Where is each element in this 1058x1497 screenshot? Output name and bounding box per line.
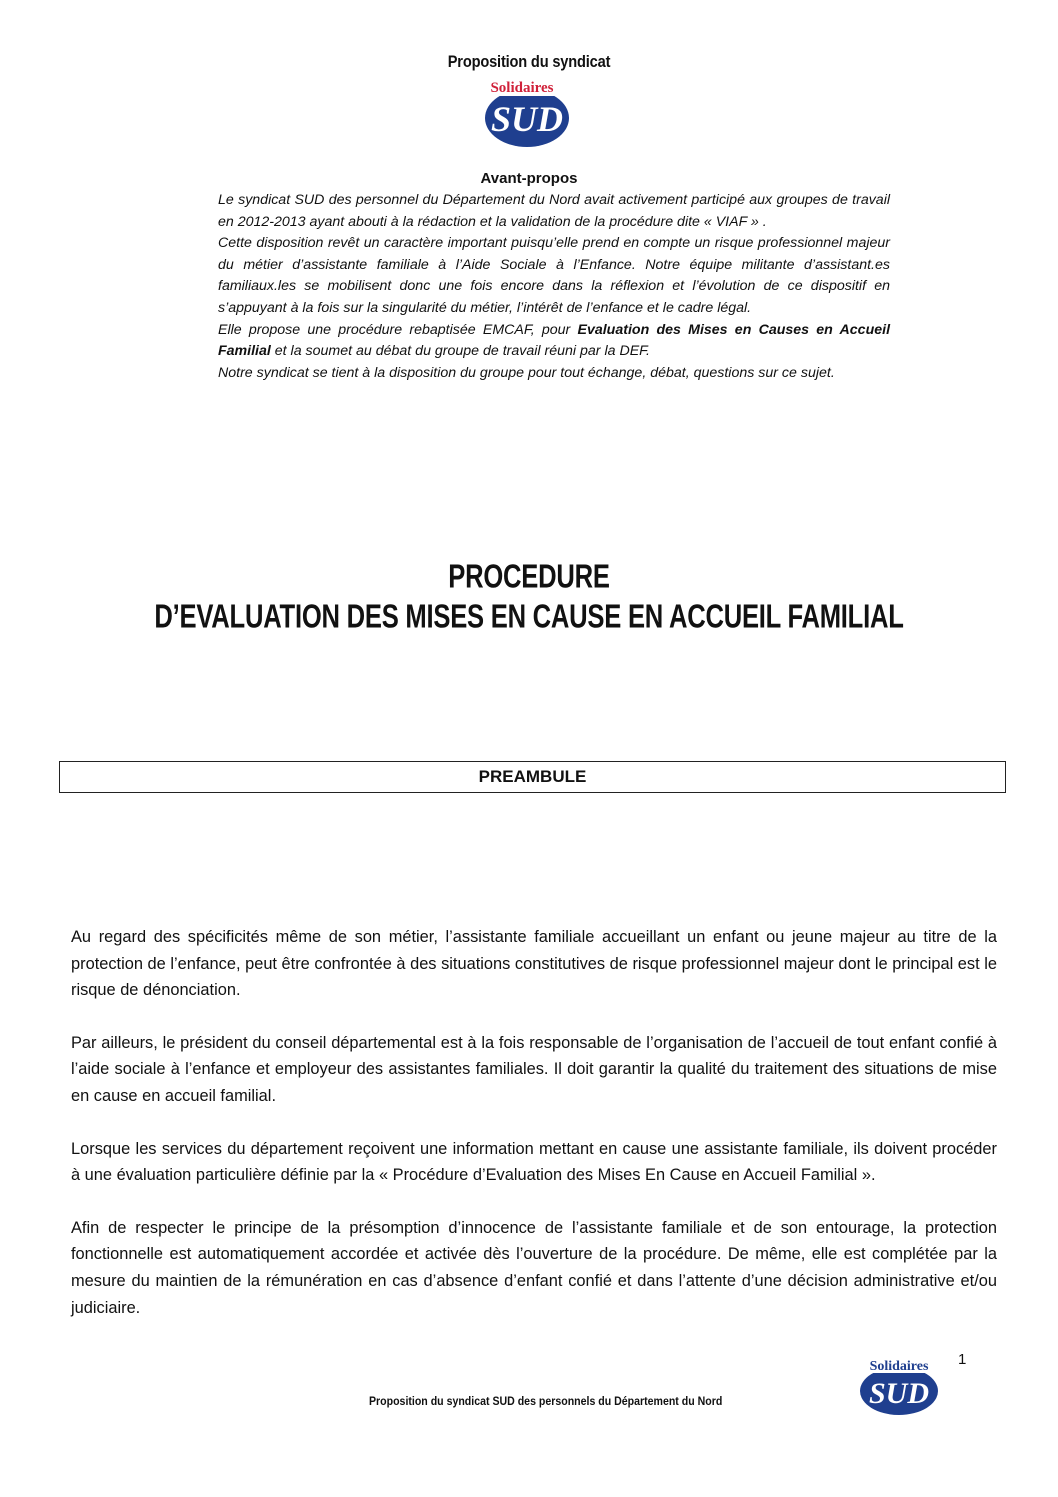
procedure-title-line2: D’EVALUATION DES MISES EN CAUSE EN ACCUEIL FAMILIAL bbox=[154, 597, 904, 635]
avant-propos-text-run: et la soumet au débat du groupe de travail réuni par la DEF. bbox=[270, 343, 650, 360]
logo-main-text: SUD bbox=[490, 99, 564, 139]
avant-propos-title: Avant-propos bbox=[480, 170, 578, 187]
avant-propos-text-run: Elle propose une procédure rebaptisée EMCAF, pour bbox=[218, 321, 578, 338]
sud-solidaires-logo bbox=[482, 76, 572, 148]
body-paragraph: Au regard des spécificités même de son métier, l’assistante familiale accueillant un enfant ou jeune majeur au titre de la protection de l’enfance, peut être confrontée à des situations constitutives de risque professionnel majeur dont le principal est le risque de dénonciation. bbox=[71, 928, 997, 1000]
preambule-heading-box bbox=[59, 761, 1006, 793]
header-title: Proposition du syndicat bbox=[447, 52, 611, 71]
body-paragraph: Lorsque les services du département reçoivent une information mettant en cause une assistante familiale, ils doivent procéder à une évaluation particulière définie par la « Procédure d’Evaluation des Mises En Cause en Accueil Familial ». bbox=[71, 1139, 997, 1185]
avant-propos-paragraph bbox=[218, 320, 890, 363]
avant-propos-paragraph: Cette disposition revêt un caractère important puisqu’elle prend en compte un risque professionnel majeur du métier d’assistante familiale à l’Aide Sociale à l’Enfance. Notre équipe militante d’assistant.es familiaux.les se mobilisent donc une fois encore dans la réflexion et l’évolution de ce dispositif en s’appuyant à la fois sur la singularité du métier, l’intérêt de l’enfance et le cadre légal. bbox=[218, 235, 890, 316]
footer-text: Proposition du syndicat SUD des personnels du Département du Nord bbox=[369, 1396, 723, 1408]
preambule-body bbox=[71, 924, 997, 1347]
avant-propos-paragraph: Le syndicat SUD des personnel du Département du Nord avait activement participé aux groupes de travail en 2012-2013 ayant abouti à la rédaction et la validation de la procédure dite « VIAF » . bbox=[218, 192, 890, 230]
emcaf-definition: Evaluation des Mises en Causes en Accueil Familial bbox=[218, 321, 891, 360]
footer-logo-top-text: Solidaires bbox=[869, 1359, 929, 1374]
body-paragraph: Par ailleurs, le président du conseil départemental est à la fois responsable de l’organisation de l’accueil de tout enfant confié à l’aide sociale à l’enfance et employeur des assistantes familiales. Il doit garantir la qualité du traitement des situations de mise en cause en accueil familial. bbox=[71, 1033, 997, 1105]
avant-propos-text bbox=[218, 190, 890, 384]
procedure-title-line1: PROCEDURE bbox=[448, 557, 610, 595]
body-paragraph: Afin de respecter le principe de la présomption d’innocence de l’assistante familiale et de son entourage, la protection fonctionnelle est automatiquement accordée et activée dès l’ouverture de la procédure. De même, elle est complétée par la mesure du maintien de la rémunération en cas d’absence d’enfant confié et dans l’attente d’une décision administrative et/ou judiciaire. bbox=[71, 1218, 997, 1317]
preambule-heading: PREAMBULE bbox=[478, 767, 587, 786]
page-number: 1 bbox=[958, 1351, 967, 1368]
avant-propos-paragraph: Notre syndicat se tient à la disposition du groupe pour tout échange, débat, questions sur ce sujet. bbox=[218, 364, 835, 381]
footer-logo-main-text: SUD bbox=[868, 1377, 930, 1410]
logo-top-text: Solidaires bbox=[490, 80, 554, 96]
footer-sud-logo bbox=[858, 1356, 940, 1416]
